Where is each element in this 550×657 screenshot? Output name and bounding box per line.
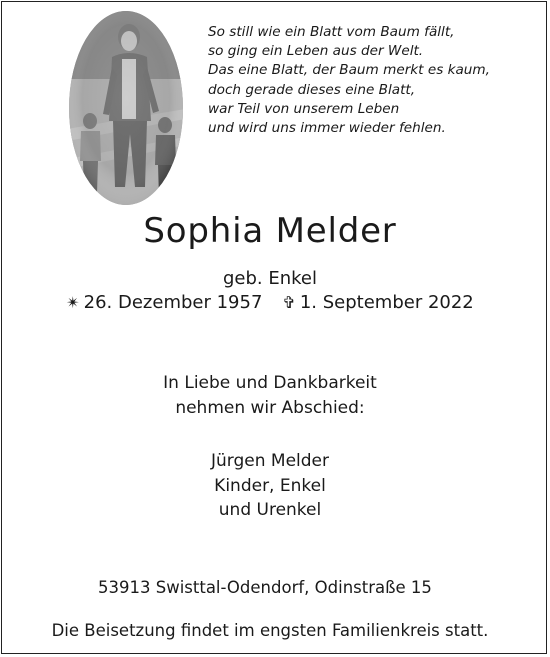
mourner-line: und Urenkel <box>218 500 322 520</box>
farewell-line: nehmen wir Abschied: <box>175 397 365 418</box>
poem-line: So still wie ein Blatt vom Baum fällt, <box>208 24 455 40</box>
death-date: 1. September 2022 <box>299 292 474 313</box>
burial-note: Die Beisetzung findet im engsten Familienkreis statt. <box>51 621 489 640</box>
portrait-photo <box>67 9 185 207</box>
life-dates <box>0 292 540 313</box>
mourner-line: Kinder, Enkel <box>214 475 326 496</box>
address: 53913 Swisttal-Odendorf, Odinstraße 15 <box>98 578 432 597</box>
deceased-name: Sophia Melder <box>143 211 397 251</box>
farewell-text <box>0 371 540 420</box>
birth-star-icon: ✴ <box>66 293 80 312</box>
poem <box>208 23 538 138</box>
mourner-line: Jürgen Melder <box>211 451 329 471</box>
poem-line: war Teil von unserem Leben <box>208 100 400 117</box>
death-cross-icon: ✞ <box>282 293 296 312</box>
farewell-line: In Liebe und Dankbarkeit <box>163 373 377 393</box>
mourners-list <box>0 449 540 523</box>
birth-date: 26. Dezember 1957 <box>83 292 263 313</box>
poem-line: Das eine Blatt, der Baum merkt es kaum, <box>208 62 490 79</box>
poem-line: und wird uns immer wieder fehlen. <box>208 120 446 137</box>
poem-line: doch gerade dieses eine Blatt, <box>208 81 416 98</box>
birth-name: geb. Enkel <box>222 268 317 289</box>
poem-line: so ging ein Leben aus der Welt. <box>208 43 424 60</box>
